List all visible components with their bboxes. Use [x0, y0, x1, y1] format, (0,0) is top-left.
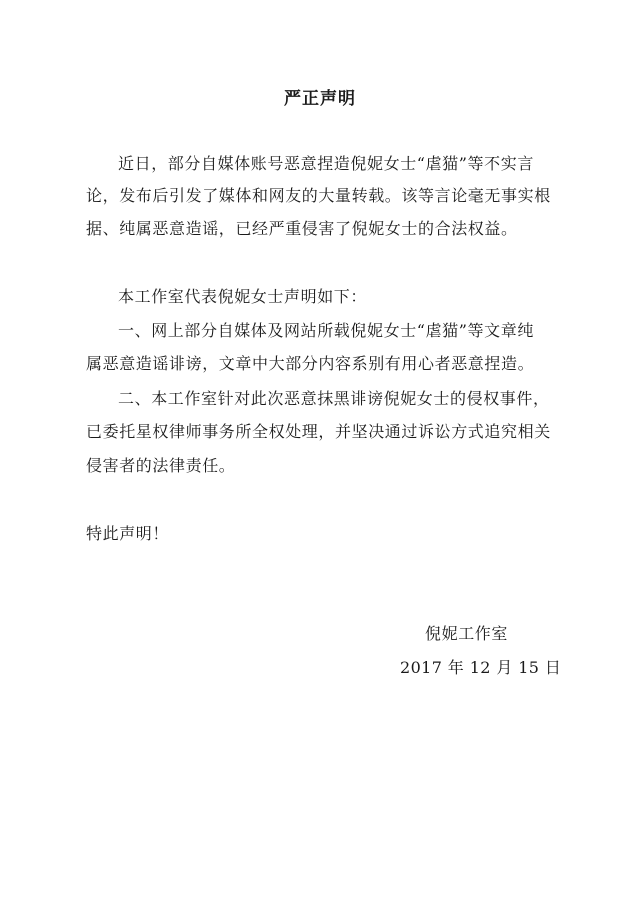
paragraph-1-line-1: 近日，部分自媒体账号恶意捏造倪妮女士“虐猫”等不实言 [118, 154, 534, 173]
paragraph-3-line-1: 一、网上部分自媒体及网站所载倪妮女士“虐猫”等文章纯 [118, 321, 534, 340]
paragraph-4-line-2: 已委托星权律师事务所全权处理，并坚决通过诉讼方式追究相关 [86, 422, 551, 441]
closing-text: 特此声明！ [86, 524, 170, 543]
paragraph-1-line-3: 据、纯属恶意造谣，已经严重侵害了倪妮女士的合法权益。 [86, 219, 518, 238]
signature-date: 2017 年 12 月 15 日 [400, 658, 562, 677]
paragraph-1-line-2: 论，发布后引发了媒体和网友的大量转载。该等言论毫无事实根 [86, 186, 551, 205]
paragraph-4-line-1: 二、本工作室针对此次恶意抹黑诽谤倪妮女士的侵权事件， [118, 389, 550, 408]
paragraph-3-line-2: 属恶意造谣诽谤，文章中大部分内容系别有用心者恶意捏造。 [86, 354, 535, 373]
document-title: 严正声明 [284, 89, 356, 109]
signature-studio: 倪妮工作室 [425, 624, 509, 643]
paragraph-4-line-3: 侵害者的法律责任。 [86, 456, 236, 475]
paragraph-2-line-1: 本工作室代表倪妮女士声明如下： [118, 287, 368, 306]
